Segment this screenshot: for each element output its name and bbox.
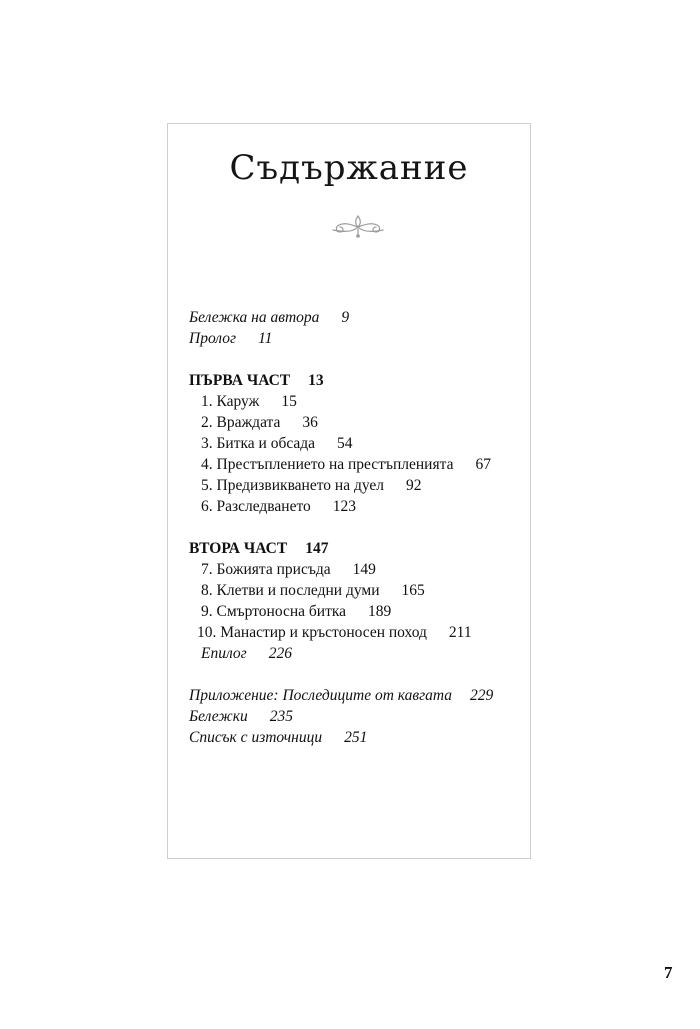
toc-entry-page: 54 xyxy=(337,435,353,452)
toc-entry-page: 36 xyxy=(302,414,318,431)
toc-entry-label: Списък с източници xyxy=(189,729,323,746)
toc-entry-page: 251 xyxy=(344,729,368,746)
toc-chapter-2[interactable] xyxy=(201,413,318,433)
toc-entry-page: 67 xyxy=(475,456,491,473)
flourish-ornament-icon xyxy=(327,212,389,238)
toc-chapter-8[interactable] xyxy=(201,581,425,601)
toc-entry-label: 3. Битка и обсада xyxy=(201,435,316,452)
toc-entry-label: 1. Каруж xyxy=(201,393,260,410)
toc-entry-prologue[interactable] xyxy=(189,329,272,349)
toc-entry-label: Бележки xyxy=(189,708,248,725)
toc-entry-page: 229 xyxy=(470,687,494,704)
toc-part-page: 13 xyxy=(308,372,324,389)
toc-part-page: 147 xyxy=(305,540,329,557)
page-number: 7 xyxy=(664,963,673,982)
toc-entry-label: 4. Престъплението на престъпленията xyxy=(201,456,454,473)
toc-chapter-5[interactable] xyxy=(201,476,422,496)
toc-entry-page: 211 xyxy=(448,624,472,641)
toc-chapter-9[interactable] xyxy=(201,602,391,622)
toc-part-label: ПЪРВА ЧАСТ xyxy=(189,372,291,389)
toc-appendix[interactable] xyxy=(189,686,493,706)
toc-part-label: ВТОРА ЧАСТ xyxy=(189,540,288,557)
toc-entry-label: 6. Разследването xyxy=(201,498,311,515)
toc-entry-label: 2. Враждата xyxy=(201,414,281,431)
toc-chapter-3[interactable] xyxy=(201,434,353,454)
toc-entry-page: 11 xyxy=(258,330,273,347)
toc-entry-label: 9. Смъртоносна битка xyxy=(201,603,347,620)
toc-notes[interactable] xyxy=(189,707,293,727)
toc-entry-label: 5. Предизвикването на дуел xyxy=(201,477,385,494)
toc-chapter-7[interactable] xyxy=(201,560,376,580)
toc-entry-page: 235 xyxy=(269,708,293,725)
toc-entry-page: 226 xyxy=(268,645,292,662)
toc-epilogue[interactable] xyxy=(201,644,292,664)
toc-part-two[interactable] xyxy=(189,539,328,559)
toc-entry-authors-note[interactable] xyxy=(189,308,349,328)
toc-sources[interactable] xyxy=(189,728,367,748)
toc-chapter-4[interactable] xyxy=(201,455,491,475)
toc-entry-page: 149 xyxy=(352,561,376,578)
toc-entry-page: 123 xyxy=(332,498,357,515)
page-title: Съдържание xyxy=(229,148,469,188)
toc-chapter-6[interactable] xyxy=(201,497,356,517)
toc-chapter-1[interactable] xyxy=(201,392,297,412)
toc-entry-page: 15 xyxy=(281,393,297,410)
toc-entry-page: 189 xyxy=(368,603,392,620)
toc-part-one[interactable] xyxy=(189,371,324,391)
toc-entry-page: 165 xyxy=(401,582,425,599)
toc-entry-page: 9 xyxy=(341,309,350,326)
toc-chapter-10[interactable] xyxy=(197,623,472,643)
toc-entry-label: Бележка на автора xyxy=(189,309,320,326)
toc-entry-label: 10. Манастир и кръстоносен поход xyxy=(197,624,427,641)
toc-entry-label: Приложение: Последиците от кавгата xyxy=(189,687,453,704)
toc-entry-page: 92 xyxy=(406,477,422,494)
toc-entry-label: 8. Клетви и последни думи xyxy=(201,582,380,599)
toc-entry-label: 7. Божията присъда xyxy=(201,561,331,578)
toc-entry-label: Пролог xyxy=(189,330,237,347)
toc-entry-label: Епилог xyxy=(201,645,247,662)
